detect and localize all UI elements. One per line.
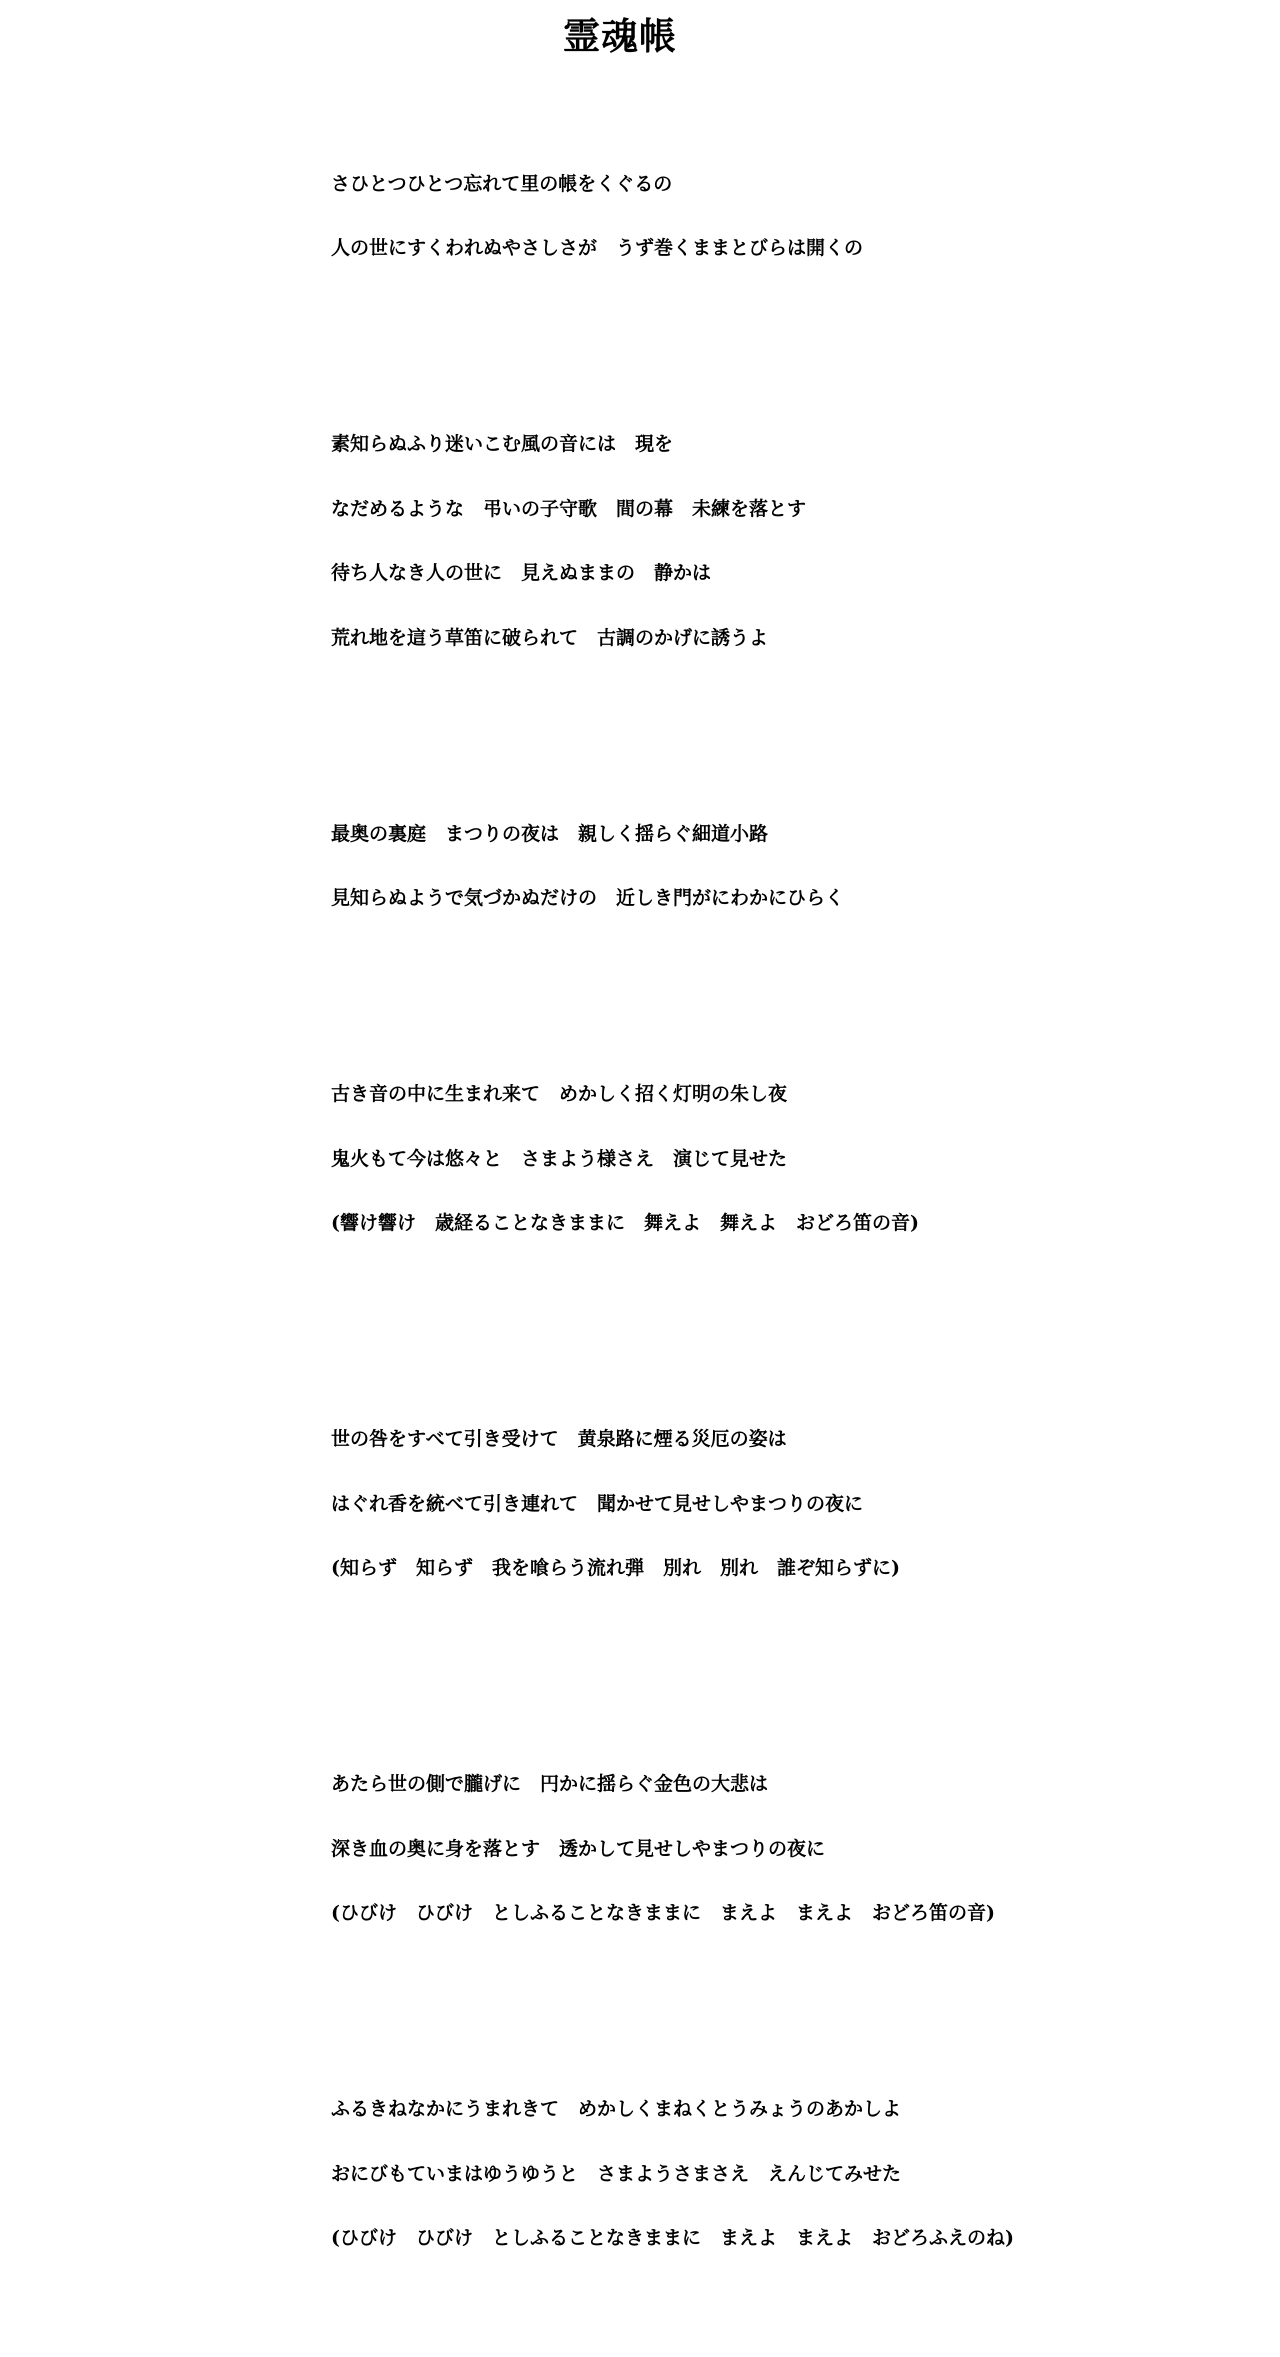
lyrics-stanza-1 — [331, 131, 1231, 303]
lyric-line: (響け響け 歳経ることなきままに 舞えよ 舞えよ おどろ笛の音) — [331, 1212, 919, 1234]
lyrics-stanza-4 — [331, 1041, 1231, 1278]
lyric-line: なだめるような 弔いの子守歌 間の幕 未練を落とす — [331, 497, 807, 520]
lyrics-stanza-6 — [331, 1731, 1231, 1968]
lyric-line: 深き血の奥に身を落とす 透かして見せしやまつりの夜に — [331, 1837, 826, 1860]
lyric-line: 待ち人なき人の世に 見えぬままの 静かは — [331, 562, 712, 584]
lyrics-body — [331, 66, 1231, 2357]
lyric-line: 素知らぬふり迷いこむ風の音には 現を — [331, 433, 674, 455]
lyric-line: 見知らぬようで気づかぬだけの 近しき門がにわかにひらく — [331, 887, 845, 909]
lyric-line: ふるきねなかにうまれきて めかしくまねくとうみょうのあかしよ — [331, 2098, 902, 2120]
document-title: 霊魂帳 — [563, 14, 677, 58]
lyrics-stanza-2 — [331, 391, 1231, 692]
lyric-line: はぐれ香を統べて引き連れて 聞かせて見せしやまつりの夜に — [331, 1492, 864, 1515]
lyrics-stanza-7 — [331, 2056, 1231, 2293]
lyric-line: 古き音の中に生まれ来て めかしく招く灯明の朱し夜 — [331, 1083, 788, 1105]
lyrics-stanza-5 — [331, 1386, 1231, 1623]
lyric-line: おにびもていまはゆうゆうと さまようさまさえ えんじてみせた — [331, 2162, 902, 2185]
lyric-line: あたら世の側で朧げに 円かに揺らぐ金色の大悲は — [331, 1773, 769, 1795]
lyric-line: (ひびけ ひびけ としふることなきままに まえよ まえよ おどろ笛の音) — [331, 1902, 995, 1924]
lyric-line: さひとつひとつ忘れて里の帳をくぐるの — [331, 172, 673, 195]
lyric-line: 鬼火もて今は悠々と さまよう様さえ 演じて見せた — [331, 1147, 788, 1170]
lyric-line: (知らず 知らず 我を喰らう流れ弾 別れ 別れ 誰ぞ知らずに) — [331, 1557, 900, 1579]
lyric-line: (ひびけ ひびけ としふることなきままに まえよ まえよ おどろふえのね) — [331, 2227, 1014, 2249]
lyrics-stanza-3 — [331, 781, 1231, 953]
lyric-line: 世の咎をすべて引き受けて 黄泉路に煙る災厄の姿は — [331, 1428, 787, 1450]
lyric-line: 荒れ地を這う草笛に破られて 古調のかげに誘うよ — [331, 626, 769, 649]
lyric-line: 最奥の裏庭 まつりの夜は 親しく揺らぐ細道小路 — [331, 822, 769, 845]
lyric-line: 人の世にすくわれぬやさしさが うず巻くままとびらは開くの — [331, 237, 864, 259]
